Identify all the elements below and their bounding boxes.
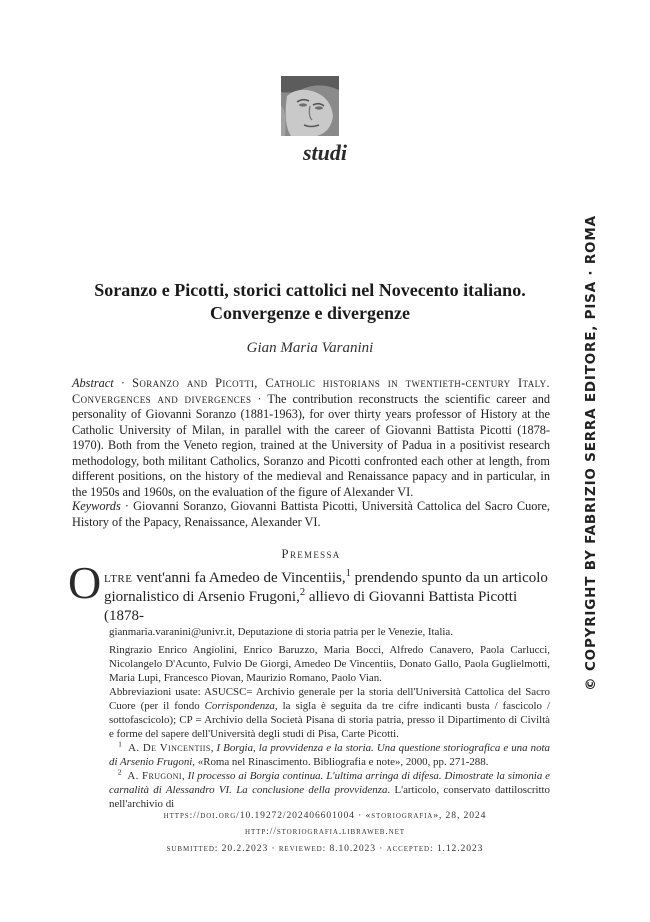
footnote-author: A. De Vincentiis bbox=[128, 742, 211, 754]
abbreviations-text: , la sigla è seguita da tre cifre indicanti busta / fascicolo / sottofascicolo); CP = Archivio della Società Pisana di storia patria, presso il Dipartimento di Civiltà e forme del sapere dell'Università degli studi di Pisa, Carte Picotti. bbox=[109, 700, 550, 740]
body-line-1 bbox=[104, 569, 550, 588]
section-heading: Premessa bbox=[281, 546, 341, 561]
copyright-notice bbox=[577, 215, 605, 690]
abbreviations-text: Abbreviazioni usate: ASUCSC= Archivio generale per la storia dell'Università Cattolica del Sacro Cuore (per il fondo bbox=[109, 686, 550, 712]
classical-face-sculpture-icon bbox=[281, 76, 339, 136]
abstract-label: Abstract bbox=[72, 376, 114, 390]
abstract-text: · The contribution reconstructs the scientific career and personality of Giovanni Soranzo (1881-1963), for over thirty years professor of History at the Catholic University of Milan, in parallel with the career of Giovanni Battista Picotti (1878-1970). Both from the Veneto region, trained at the University of Padua in a positivist research methodology, both militant Catholics, Soranzo and Picotti confronted each other at length, from different positions, on the history of the medieval and Renaissance papacy and in particular, in the 1950s and 1960s, on the evaluation of the figure of Alexander VI. bbox=[72, 391, 550, 499]
copyright-text: © COPYRIGHT BY FABRIZIO SERRA EDITORE, PISA · ROMA bbox=[583, 214, 600, 691]
title-line-1: Soranzo e Picotti, storici cattolici nel Novecento italiano. bbox=[94, 280, 526, 300]
footnote-text: , «Roma nel Rinascimento. Bibliografia e note», 2000, pp. 271-288. bbox=[192, 756, 489, 768]
body-text: vent'anni fa Amedeo de Vincentiis, bbox=[132, 570, 346, 586]
footnote-text: . L'articolo, conservato dattiloscritto nell'archivio di bbox=[109, 784, 550, 810]
section-title: studi bbox=[302, 140, 348, 165]
drop-cap: O bbox=[68, 557, 102, 608]
footnote-number: 1 bbox=[118, 739, 122, 749]
footnote-1: $^1$ A. De Vincentiis, I Borgia, la provvidenza e la storia. Una questione storiografica e una nota di Arsenio Frugoni, «Roma nel Rinascimento. Bibliografia e note», 2000, pp. 271-288. bbox=[109, 739, 550, 768]
footnote-title: I Borgia, la provvidenza e la storia. Una questione storiografica e una nota di Arsenio Frugoni bbox=[109, 742, 550, 768]
keywords bbox=[72, 499, 550, 530]
abstract-english-title: Soranzo and Picotti, Catholic historians in twentieth-century Italy. Convergences and divergences bbox=[72, 376, 550, 406]
body-text: prendendo spunto da un articolo bbox=[350, 570, 548, 586]
body-text: giornalistico di Arsenio Frugoni, bbox=[104, 589, 300, 605]
body-text: allievo di Giovanni Battista Picotti (1878- bbox=[104, 589, 518, 624]
journal-url[interactable]: http://storiografia.libraweb.net bbox=[245, 826, 405, 837]
abbreviations-italic: Corrispondenza bbox=[204, 700, 275, 712]
keywords-text: · Giovanni Soranzo, Giovanni Battista Picotti, Università Cattolica del Sacro Cuore, History of the Papacy, Renaissance, Alexander VI. bbox=[72, 499, 550, 529]
abbreviations-note bbox=[109, 685, 550, 741]
title-line-2: Convergenze e divergenze bbox=[210, 303, 410, 323]
footnote-author: A. Frugoni bbox=[127, 770, 182, 782]
body-lead-word: ltre bbox=[104, 570, 133, 586]
article-title bbox=[60, 279, 560, 325]
doi-link[interactable]: https://doi.org/10.19272/202406601004 · «storiografia», 28, 2024 bbox=[163, 810, 487, 821]
author-affiliation-note: gianmaria.varanini@univr.it, Deputazione di storia patria per le Venezie, Italia. bbox=[109, 626, 453, 638]
submission-dates: submitted: 20.2.2023 · reviewed: 8.10.2023 · accepted: 1.12.2023 bbox=[166, 843, 484, 854]
abstract bbox=[72, 376, 550, 500]
acknowledgements-note: Ringrazio Enrico Angiolini, Enrico Baruzzo, Maria Bocci, Alfredo Canavero, Paola Carlucci, Nicolangelo D'Acunto, Fulvio De Giorgi, Amedeo De Vincentiis, Donato Gallo, Paola Guglielmotti, Maria Lupi, Francesco Piovan, Maurizio Romano, Paolo Vian. bbox=[109, 644, 550, 684]
footnote-title: Il processo ai Borgia continua. L'ultima arringa di difesa. Dimostrate la simonia e carnalità di Alessandro VI. La conclusione della provvidenza bbox=[109, 770, 550, 796]
footnote-ref-2[interactable]: 2 bbox=[299, 587, 306, 598]
footnote-number: 2 bbox=[117, 767, 122, 777]
abstract-separator: · bbox=[113, 376, 133, 390]
keywords-label: Keywords bbox=[72, 499, 121, 513]
article-author: Gian Maria Varanini bbox=[246, 340, 374, 356]
footnote-2: $^2$ A. Frugoni, Il processo ai Borgia continua. L'ultima arringa di difesa. Dimostrate la simonia e carnalità di Alessandro VI. La conclusione della provvidenza. L'articolo, conservato dattiloscritto nell'archivio di bbox=[109, 767, 550, 810]
footnote-ref-1[interactable]: 1 bbox=[345, 568, 351, 579]
body-line-2 bbox=[104, 588, 550, 626]
